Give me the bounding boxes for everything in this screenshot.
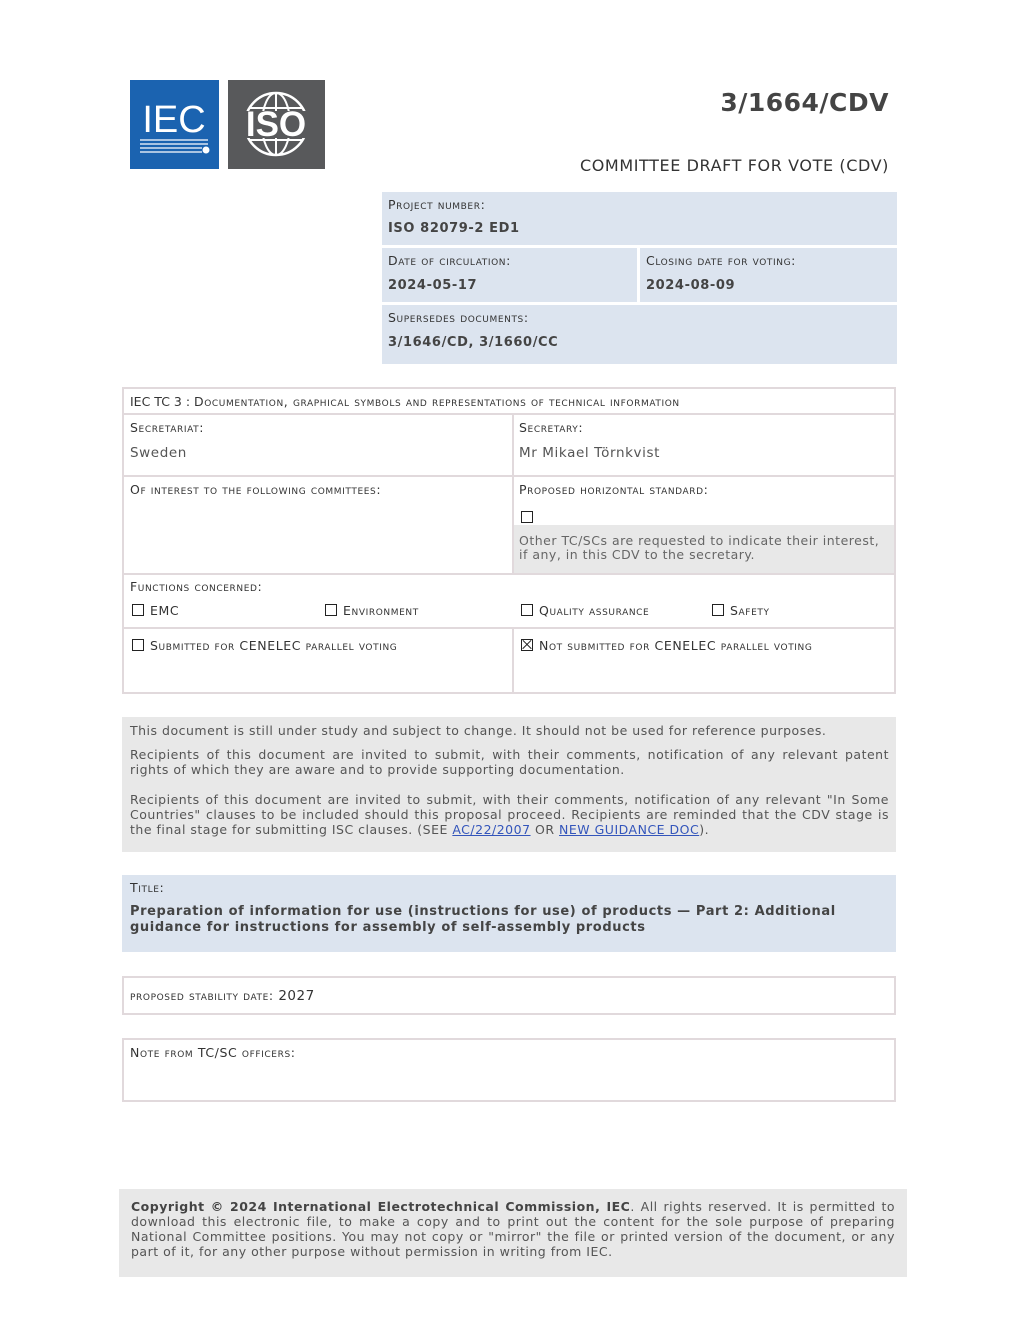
secretariat-value: Sweden <box>130 445 187 461</box>
copyright-footer <box>119 1189 907 1277</box>
supersedes-documents: 3/1646/CD, 3/1660/CC <box>388 335 559 350</box>
notice-box <box>122 717 896 852</box>
stability-date-label: proposed stability date: <box>130 988 279 1003</box>
checkbox <box>712 604 724 616</box>
notice-or: OR <box>530 822 560 837</box>
checked-checkbox <box>521 639 533 651</box>
title-box <box>122 875 896 952</box>
function-safety-label: Safety <box>730 603 770 618</box>
checkbox <box>132 639 144 651</box>
tc-prefix: IEC TC 3 : <box>130 394 195 409</box>
horizontal-standard-checkbox[interactable] <box>521 507 539 526</box>
copyright-text: . All rights reserved. It is permitted to download this electronic file, to make a copy and to print out the content for the sole purpose of preparing National Committee positions. You may not copy or "mirror" the file or printed version of the document, or any part of it, for any other purpose without permission in writing from IEC. <box>131 1199 895 1259</box>
circulation-date-box <box>382 248 637 302</box>
secretary-label: Secretary: <box>519 420 584 435</box>
notice-paragraph-2: Recipients of this document are invited to submit, with their comments, notification of any relevant patent rights of which they are aware and to provide supporting documentation. <box>130 747 889 777</box>
document-title: Preparation of information for use (instructions for use) of products — Part 2: Additional guidance for instructions for assembly of self-assembly products <box>130 904 836 935</box>
notice-end: ). <box>699 822 710 837</box>
function-quality-assurance[interactable] <box>521 603 649 618</box>
interest-label: Of interest to the following committees: <box>130 482 382 497</box>
closing-date-box <box>640 248 897 302</box>
functions-label: Functions concerned: <box>130 579 263 594</box>
function-emc[interactable] <box>132 603 179 618</box>
function-safety[interactable] <box>712 603 770 618</box>
checkbox <box>132 604 144 616</box>
cenelec-not-submitted-option[interactable] <box>521 638 812 653</box>
checkbox <box>521 604 533 616</box>
cenelec-not-submitted-label: Not submitted for CENELEC parallel voting <box>539 638 813 653</box>
cenelec-submitted-option[interactable] <box>132 638 397 653</box>
checkbox <box>325 604 337 616</box>
note-label: Note from TC/SC officers: <box>130 1045 296 1060</box>
horizontal-standard-note: Other TC/SCs are requested to indicate their interest, if any, in this CDV to the secretary. <box>514 525 894 573</box>
ac-22-2007-link[interactable]: AC/22/2007 <box>452 822 531 837</box>
iec-logo <box>130 80 219 169</box>
iso-logo <box>228 80 325 169</box>
copyright-bold: Copyright © 2024 International Electrotechnical Commission, IEC <box>131 1199 631 1214</box>
stability-date <box>130 988 315 1004</box>
notice-paragraph-3 <box>130 792 889 837</box>
horizontal-standard-label: Proposed horizontal standard: <box>519 482 709 497</box>
tc-heading <box>130 394 680 409</box>
closing-date: 2024-08-09 <box>646 278 736 293</box>
notice-paragraph-3-text: Recipients of this document are invited to submit, with their comments, notification of any relevant "In Some Countries" clauses to be included should this proposal proceed. Recipients are reminded that the CDV stage is the final stage for submitting ISC clauses. (SEE <box>130 792 889 837</box>
title-label: Title: <box>130 880 165 895</box>
supersedes-label: Supersedes documents: <box>388 310 529 325</box>
function-environment-label: Environment <box>343 603 419 618</box>
note-box <box>122 1038 896 1102</box>
function-quality-label: Quality assurance <box>539 603 650 618</box>
iec-logo-text: IEC <box>142 99 206 141</box>
new-guidance-doc-link[interactable]: NEW GUIDANCE DOC <box>559 822 700 837</box>
secretary-value: Mr Mikael Törnkvist <box>519 445 660 461</box>
committee-table <box>122 387 896 694</box>
stability-date-value: 2027 <box>278 988 315 1004</box>
secretariat-label: Secretariat: <box>130 420 205 435</box>
document-type: COMMITTEE DRAFT FOR VOTE (CDV) <box>579 156 889 175</box>
tc-title: Documentation, graphical symbols and representations of technical information <box>194 394 680 409</box>
closing-date-label: Closing date for voting: <box>646 253 796 268</box>
function-environment[interactable] <box>325 603 419 618</box>
function-emc-label: EMC <box>150 603 180 618</box>
project-number-box <box>382 192 897 245</box>
notice-paragraph-1: This document is still under study and subject to change. It should not be used for reference purposes. <box>130 723 827 738</box>
document-id: 3/1664/CDV <box>720 88 889 117</box>
circulation-date-label: Date of circulation: <box>388 253 511 268</box>
cenelec-submitted-label: Submitted for CENELEC parallel voting <box>150 638 398 653</box>
project-number-label: Project number: <box>388 197 486 212</box>
supersedes-box <box>382 305 897 364</box>
circulation-date: 2024-05-17 <box>388 278 478 293</box>
iso-logo-text: ISO <box>245 105 307 144</box>
stability-date-box <box>122 976 896 1015</box>
project-number: ISO 82079-2 ED1 <box>388 221 520 236</box>
